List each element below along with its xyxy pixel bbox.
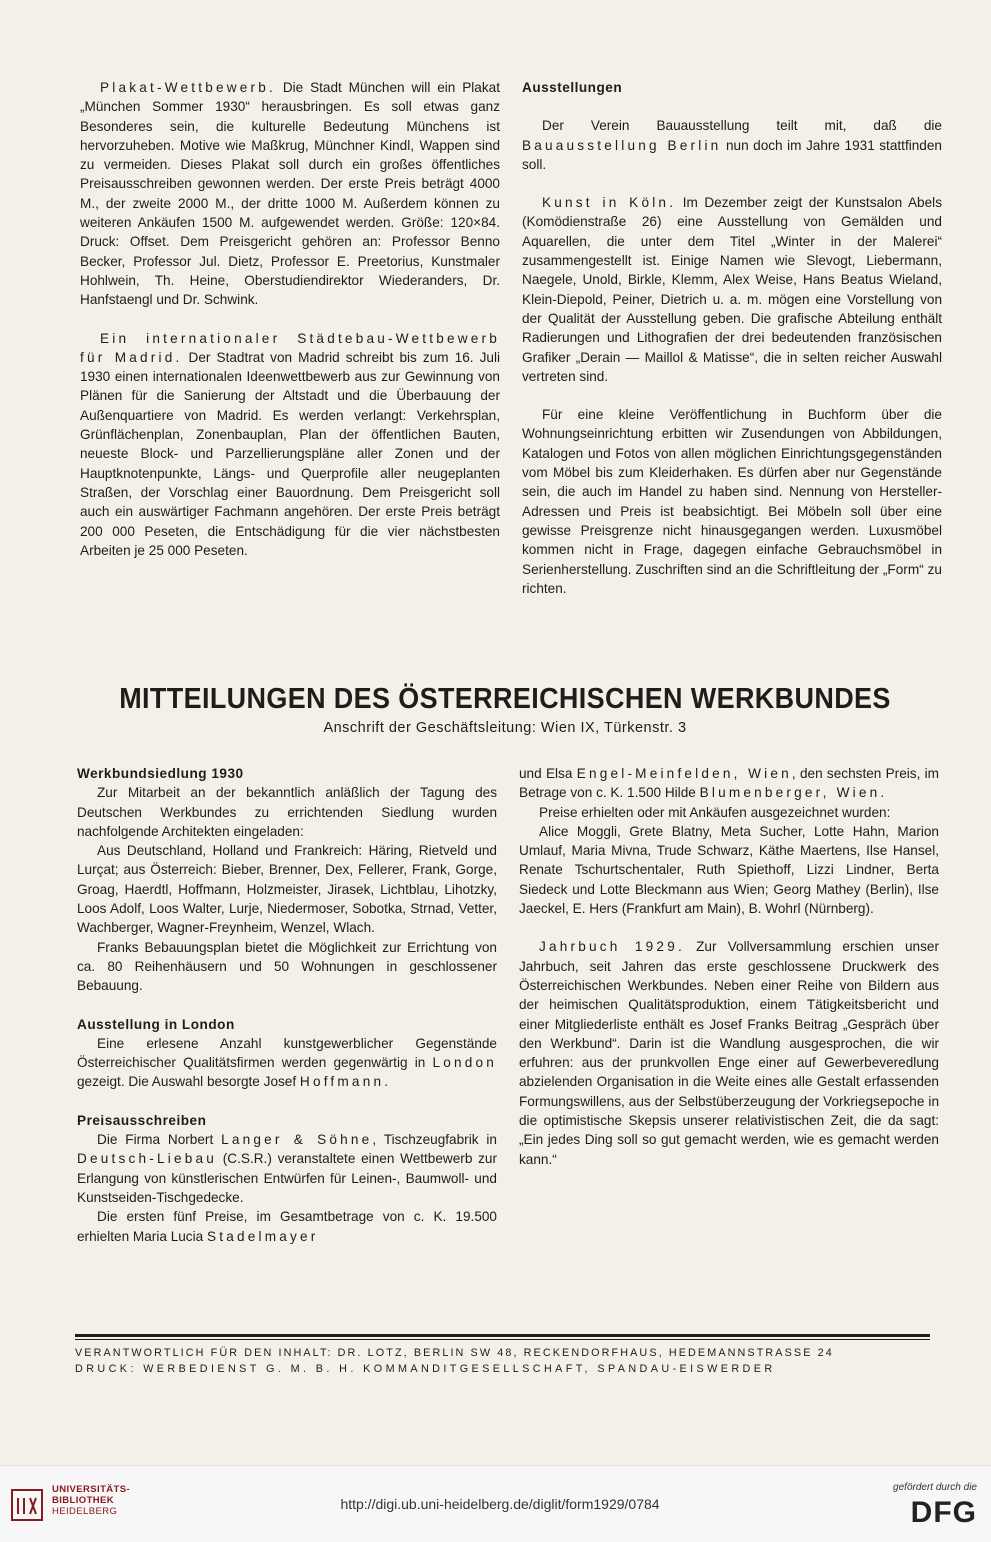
paragraph-preistraeger: Alice Moggli, Grete Blatny, Meta Sucher, Lotte Hahn, Marion Umlauf, Maria Mivna, Trude Schwarz, Käthe Maertens, Ilse Hansel, Renate Tschurtschentaler, Ruth Spiethoff, Lizzi Lindner, Berta Siedeck und Lotte Bleckmann aus Wien; Georg Mathey (Berlin), Ilse Jaeckel, E. Hers (Frankfurt am Main), B. Wohrl (Nürnberg). [519,823,939,917]
emphasis: Engel-Meinfelden, Wien [576,766,792,781]
viewer-footer [0,1465,991,1542]
paragraph-text: Die Firma Norbert [97,1132,222,1148]
paragraph-text: nun doch im Jahre 1931 stattfinden soll. [522,137,942,172]
heading-werkbundsiedlung: Werkbundsiedlung 1930 [77,766,244,781]
paragraph-ausgezeichnet: Preise erhielten oder mit Ankäufen ausgezeichnet wurden: [539,804,891,820]
library-name-line: HEIDELBERG [52,1506,118,1517]
paragraph-text: Der Verein Bauausstellung teilt mit, daß die [542,118,942,134]
paragraph-bauausstellung [522,116,942,174]
column-bottom-left [77,764,497,1246]
emphasis: Stadelmayer [206,1228,319,1244]
library-name-line: UNIVERSITÄTS- [52,1484,131,1495]
university-library-logo-icon[interactable] [10,1484,46,1529]
library-name-line: BIBLIOTHEK [52,1495,115,1506]
paragraph-text: gezeigt. Die Auswahl besorgte Josef [77,1074,300,1090]
university-library-name[interactable] [52,1484,130,1517]
paragraph-langer [77,1130,497,1207]
paragraph-madrid [80,329,500,561]
paragraph-text: und Elsa [519,766,577,781]
emphasis: Deutsch-Liebau [77,1151,218,1167]
column-top-right [522,78,942,598]
funding-note: gefördert durch die [893,1482,977,1493]
paragraph-text: Eine erlesene Anzahl kunstgewerblicher Gegenstände Österreichischer Qualitätsfirmen werden gegenwärtig in [77,1035,497,1071]
emphasis: Hoffmann. [299,1074,392,1090]
column-top-left [80,78,500,560]
paragraph-text: Im Dezember zeigt der Kunstsalon Abels (Komödienstraße 26) eine Ausstellung von Gemälden und Aquarellen, die unter dem Titel „Winter in der Malerei“ zusammengestellt ist. Einige Namen wie Slevogt, Liebermann, Naegele, Unold, Birkle, Klemm, Alex Weise, Hans Beatus Wieland, Klein-Diepold, Peiner, Dietrich u. a. m. mögen eine Vorstellung von der Qualität der Ausstellung geben. Die grafische Abteilung enthält Radierungen und Lithografien der drei bedeutenden französischen Grafiker „Derain — Maillol & Matisse“, die in selten reicher Auswahl vertreten sind. [522,195,942,384]
emphasis: London [432,1055,497,1071]
imprint-responsible: VERANTWORTLICH FÜR DEN INHALT: DR. LOTZ, BERLIN SW 48, RECKENDORFHAUS, HEDEMANNSTRASSE 24 [75,1347,834,1359]
paragraph-jahrbuch [519,937,939,1169]
section-title: MITTEILUNGEN DES ÖSTERREICHISCHEN WERKBUNDES [119,683,891,715]
emphasis: Langer & Söhne [221,1132,373,1148]
paragraph-london [77,1034,497,1092]
paragraph-kunst-in-koeln [522,193,942,386]
lead-in: Kunst in Köln. [542,195,677,211]
dfg-logo-icon[interactable]: DFG [910,1496,977,1529]
paragraph-bebauungsplan: Franks Bebauungsplan bietet die Möglichkeit zur Errichtung von ca. 80 Reihenhäusern und 50 Wohnungen in geschlossener Bebauung. [77,939,497,994]
emphasis: Bauausstellung Berlin [522,137,722,153]
heading-preisausschreiben: Preisausschreiben [77,1112,207,1128]
paragraph-plakat-wettbewerb [80,78,500,310]
heading-ausstellung-london: Ausstellung in London [77,1016,235,1032]
lead-in: Jahrbuch 1929. [539,939,685,955]
paragraph-text: Der Stadtrat von Madrid schreibt bis zum 16. Juli 1930 einen internationalen Ideenwettbewerb aus zur Gewinnung von Plänen für die Sanierung der Altstadt und die Überbauung der Außenquartiere von Madrid. Es werden verlangt: Verkehrsplan, Grünflächenplan, Zonenbauplan, Plan der öffentlichen Bauten, neueste Block- und Parzellierungspläne aller Zonen und der Hauptknotenpunkte, Längs- und Querprofile aller neugeplanten Straßen, der Vorschlag einer Bauordnung. Dem Preisgericht soll auch ein auswärtiger Fachmann angehören. Der erste Preis beträgt 200 000 Peseten, die Entschädigung für die vier nächstbesten Arbeiten je 25 000 Peseten. [80,349,501,558]
paragraph-text: Die ersten fünf Preise, im Gesamtbetrage von c. K. 19.500 erhielten Maria Lucia [77,1209,497,1244]
paragraph-architekten: Aus Deutschland, Holland und Frankreich: Häring, Rietveld und Lurçat; aus Österreich: Bieber, Brenner, Dex, Fellerer, Frank, Gorge, Groag, Haerdtl, Hoffmann, Holzmeister, Jirasek, Lichtblau, Lihotzky, Loos Adolf, Loos Walter, Lurje, Niedermoser, Sobotka, Strnad, Vetter, Wachberger, Wagner-Freynheim, Wenzel, Wlach. [77,843,497,936]
paragraph-text: Zur Vollversammlung erschien unser Jahrbuch, seit Jahren das erste geschlossene Druckwerk des Österreichischen Werkbundes. Neben einer Reihe von Bildern aus der heimischen Qualitätsproduktion, einem Tätigkeitsbericht und einer Mitgliederliste enthält es Josef Franks Beitrag „Gespräch über den Werkbund“. Darin ist die Wandlung ausgesprochen, die wir erfuhren: aus der prunkvollen Enge einer auf Gewerbeveredlung abzielenden Organisation in die Weite eines alle Gestalt erfassenden Formungswillens, aus der Selbstüberzeugung der Vorkriegsepoche in die optimistische Skepsis unserer relativistischen Zeit, die da sagt: „Ein jedes Ding soll so gut gemacht werden, wie es gemacht werden kann.“ [519,939,939,1167]
column-bottom-right [519,764,939,1169]
lead-in: Plakat-Wettbewerb. [100,80,276,95]
paragraph-engel [519,764,939,803]
paragraph-text: Die Stadt München will ein Plakat „München Sommer 1930“ herausbringen. Es soll etwas ganz Besonderes sein, die kulturelle Bedeutung Münchens ist hervorzuheben. Motive wie Maßkrug, Münchner Kindl, Wappen sind zu vermeiden. Dieses Plakat soll durch ein großes öffentliches Preisausschreiben gewonnen werden. Der erste Preis beträgt 4000 M., der zweite 2000 M., der dritte 1000 M. Außerdem können zu weiteren Ankäufen 1500 M. aufgewendet werden. Größe: 120×84. Druck: Offset. Dem Preisgericht gehören an: Professor Benno Becker, Professor Jul. Dietz, Professor E. Preetorius, Kunstmaler Hohlwein, Th. Heine, Oberstudiendirektor Wiederanders, Dr. Hanfstaengl und Dr. Schwink. [80,80,500,308]
paragraph-text: , den sechsten Preis, im Betrage von c. K. 1.500 Hilde [519,766,939,801]
footer-rule-thin [75,1339,930,1340]
footer-rule-thick [75,1334,930,1337]
paragraph-text: (C.S.R.) veranstaltete einen Wettbewerb zur Erlangung von künstlerischen Entwürfen für Leinen-, Baumwoll- und Kunstseiden-Tischgedecke. [77,1151,497,1205]
lead-in: Ein internationaler Städtebau-Wettbewerb für Madrid. [80,330,500,365]
heading-ausstellungen: Ausstellungen [522,80,623,95]
emphasis: Blumenberger, Wien. [699,785,888,801]
paragraph-text: , Tischzeugfabrik in [372,1132,497,1148]
permalink-url[interactable]: http://digi.ub.uni-heidelberg.de/diglit/form1929/0784 [340,1496,660,1512]
paragraph-buchform: Für eine kleine Veröffentlichung in Buchform über die Wohnungseinrichtung erbitten wir Zusendungen von Abbildungen, Katalogen und Fotos von allen möglichen Einrichtungsgegenständen vom Möbel bis zum Kleiderhaken. Es dürfen aber nur Gegenstände sein, die auch im Handel zu haben sind. Nennung von Hersteller-Adressen und Preis ist beabsichtigt. Bei Möbeln soll über eine gewisse Preisgrenze nicht hinausgegangen werden. Luxusmöbel kommen nicht in Frage, dagegen einfache Gebrauchsmöbel in Serienherstellung. Zuschriften sind an die Schriftleitung der „Form“ zu richten. [522,407,942,596]
paragraph-siedlung: Zur Mitarbeit an der bekanntlich anläßlich der Tagung des Deutschen Werkbundes zu errichtenden Siedlung wurden nachfolgende Architekten eingeladen: [77,785,497,839]
paragraph-preise [77,1207,497,1246]
imprint-printer: DRUCK: WERBEDIENST G. M. B. H. KOMMANDITGESELLSCHAFT, SPANDAU-EISWERDER [75,1363,776,1375]
section-address: Anschrift der Geschäftsleitung: Wien IX, Türkenstr. 3 [323,720,687,736]
